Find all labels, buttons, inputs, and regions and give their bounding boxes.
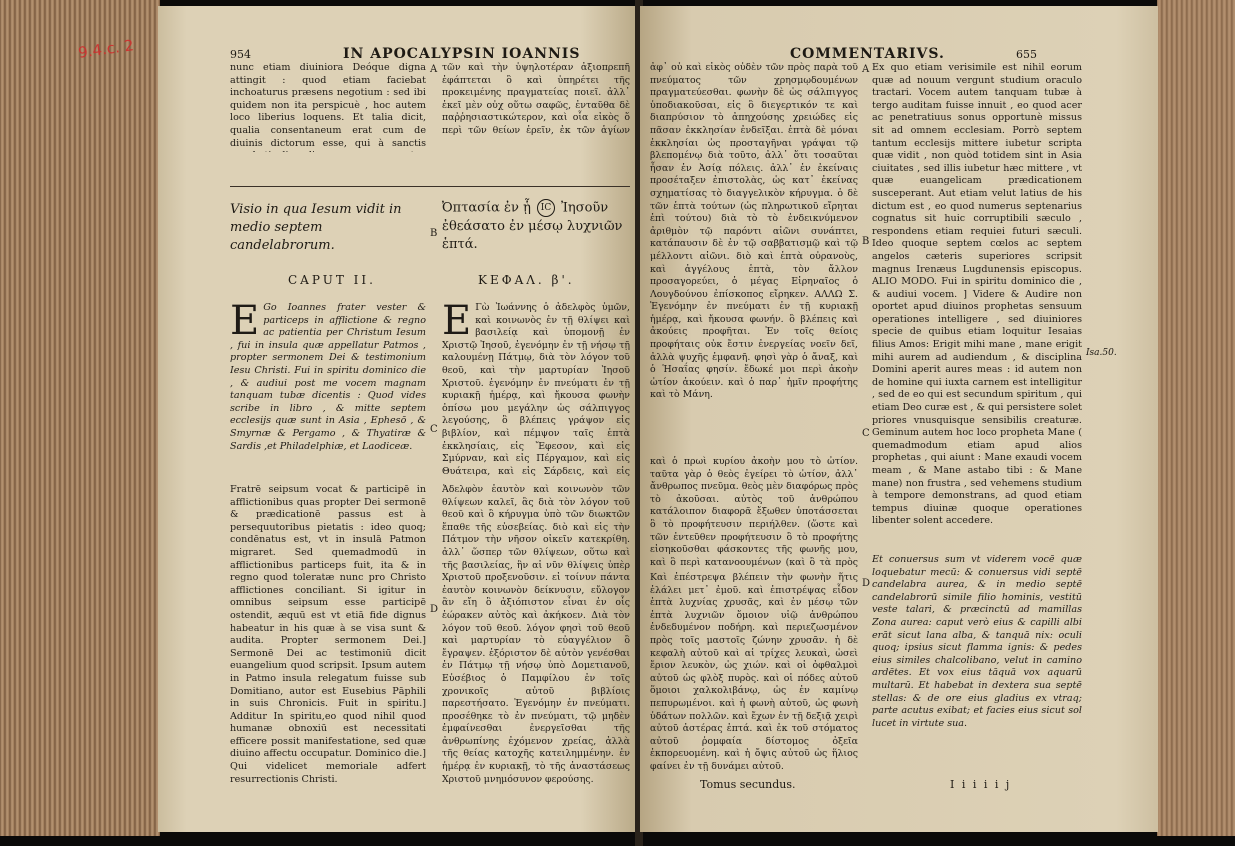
christogram-icon: IC <box>537 199 555 217</box>
marker-d: D <box>430 604 439 615</box>
section-greek-post: Ἰησοῦν ἐθεάσατο ἐν μέσῳ λυχνιῶν ἑπτά. <box>442 200 623 252</box>
body-latin-commentary: Fratrē seipsum vocat & participē in afflictionibus quas propter Dei sermonē & prædicationē passus est à persequutoribus pietatis : ideo quoq; condēnatus est, vt in insulā Patmon migraret. Sed quemadmodū in afflictionibus particeps fuit, ita & in regno quod toleratæ nunc pro Christo afflictiones conciliant. Si igitur in omnibus seipsum esse participē ostendit, æquū est vt etiā fide dignus habeatur in his quæ à se visa sunt & audita. Propter sermonem Dei.] Sermonē Dei ac testimoniū dicit euangelium quod scripsit. Ipsum autem in Patmo insula relegatum fuisse sub Domitiano, autor est Eusebius Pāphili in suis Chronicis. Fuit in spiritu.] Additur In spiritu,eo quod nihil quod humanæ obnoxiū est necessitati efficere possit manifestatione, sed quæ diuino affectu occupatur. Dominico die.] Qui videlicet memoriale adfert resurrectionis Christi. <box>230 484 426 785</box>
dropcap-greek: Ε <box>442 302 472 344</box>
dropcap-latin: E <box>230 302 260 344</box>
marker-a-right: A <box>862 64 870 75</box>
margin-annotation: 9.4.c. 2 <box>77 36 135 62</box>
chapter-greek: ΚΕΦΑΛ. β'. <box>478 273 575 287</box>
body-greek-scripture-text: Γὼ Ἰωάννης ὁ ἀδελφὸς ὑμῶν, καὶ κοινωνὸς ἐν τῇ θλίψει καὶ βασιλείᾳ καὶ ὑπομονῇ ἐν Χριστῷ Ἰησοῦ, ἐγενόμην ἐν τῇ νήσῳ τῇ καλουμένῃ Πάτμῳ, διὰ τὸν λόγον τοῦ θεοῦ, καὶ τὴν μαρτυρίαν Ἰησοῦ Χριστοῦ. ἐγενόμην ἐν πνεύματι ἐν τῇ κυριακῇ ἡμέρᾳ, καὶ ἤκουσα φωνὴν ὀπίσω μου μεγάλην ὡς σάλπιγγος λεγούσης, ὃ βλέπεις γράψον εἰς βιβλίον, καὶ πέμψον ταῖς ἑπτὰ ἐκκλησίαις, εἰς Ἔφεσον, καὶ εἰς Σμύρναν, καὶ εἰς Πέργαμον, καὶ εἰς Θυάτειρα, καὶ εἰς Σάρδεις, καὶ εἰς <box>442 302 630 477</box>
right-greek-commentary-cont: καὶ ὁ πρωὶ κυρίου ἀκοὴν μου τὸ ὠτίον. ταῦτα γὰρ ὁ θεὸς ἐγείρει τὸ ὠτίον, ἀλλ᾿ ἄνθρωπος πνεῦμα. θεὸς μὲν διαφόρως πρὸς τὸ ἀκοῦσαι. αὐτὸς τοῦ ἀνθρώπου κατάλοιπον διαφορᾶ ἔξωθεν ὑποτάσσεται ὃ τὸ προφήτευσιν περιήλθεν. (ὥστε καὶ τῶν ἐντεῦθεν προφήτευσιν ὃ τὸ προφήτης εἰσηκοῦσθαι φάσκοντες τῆς φωνῆς μου, καὶ ὃ περὶ κατανοουμένων (καὶ ὃ τὰ πρὸς <box>650 456 858 568</box>
page-number-right: 655 <box>1016 48 1037 61</box>
marker-b-right: B <box>862 236 870 247</box>
right-latin-commentary: Ex quo etiam verisimile est nihil eorum quæ ad nouum vergunt studium oraculo tractari. Vocem autem tanquam tubæ à tergo auditam fuisse innuit , eo quod acer ac penetratiuus sonus opportunè missus sit ad omnem ecclesiam. Porrò septem tantum ecclesijs mittere iubetur scripta quæ vidit , non quòd totidem sint in Asia ciuitates , sed illis iubetur hæc mittere , vt quæ euangelicam prædicationem susceperant. Aut etiam velut latius de his dictum est , eo quod numerus septenarius cognatus sit huic corruptibili sæculo , respondens etiam requiei futuri sæculi. Ideo quoque septem cœlos ac septem angelos cæteris superiores scripsit magnus Irenæus Lugdunensis episcopus. ALIO MODO. Fui in spiritu dominico die , & audiui vocem. ] Videre & Audire non oportet apud diuinos prophetas sensuum operationes intelligere , sed diuiniores specie de quibus etiam loquitur Iesaias filius Amos: Erigit mihi mane , mane erigit mihi aurem ad audiendum , & disciplina Domini aperit aures meas : id autem non de homine qui iuxta carnem est intelligitur , sed de eo qui est secundum spiritum , qui etiam Deo curæ est , & qui persistere solet priores vnusquisque sensibilis creaturæ. Geminum autem hoc loco propheta Mane ( quemadmodum etiam apud alios prophetas , qui aiunt : Mane exaudi vocem meam , & Mane astabo tibi : & Mane mane) non frustra , sed vehemens studium à tempore demonstrans, ad quod etiam tempus diuinæ quoque operationes libenter solent accedere. <box>872 62 1082 527</box>
top-latin-text: nunc etiam diuiniora Deóque digna attingit : quod etiam faciebat inchoaturus præsens negotium : sed ibi quidem non ita perspicuè , hoc autem loco liberius loquens. Et talia dicit, qualia consentaneum erat cum de diuinis dictorum esse, qui à sanctis <box>230 62 426 149</box>
right-page <box>640 6 1158 832</box>
running-head-left: IN APOCALYPSIN IOANNIS <box>343 46 581 62</box>
marker-b: B <box>430 228 438 239</box>
section-rule <box>230 186 630 187</box>
chapter-latin: CAPUT II. <box>288 273 376 287</box>
marker-c: C <box>430 424 438 435</box>
footer-signature: I i i i i j <box>950 778 1012 791</box>
page-number-left: 954 <box>230 48 251 61</box>
running-head-right: COMMENTARIVS. <box>790 46 945 62</box>
footer-volume: Tomus secundus. <box>700 778 796 791</box>
section-greek-pre: Ὀπτασία ἐν ᾗ <box>442 200 531 216</box>
section-title-greek <box>442 199 632 254</box>
right-greek-commentary: ἀφ᾿ οὗ καὶ εἰκὸς οὐδὲν τῶν πρὸς παρὰ τοῦ πνεύματος τῶν χρησμῳδουμένων πραγματεύεσθαι. φωνὴν δὲ ὡς σάλπιγγος ὑποδιακοῦσαι, εἰς ὃ διεγερτικόν τε καὶ διαπρύσιον τὸ ἀπηχούσης χρειώδες εἰς πᾶσαν ἐκκλησίαν ἐνδεῖξαι. ἑπτὰ δὲ μόναι ἐκκλησίαι ὡς προσταγῆναι γράψαι τῷ βλεπομένῳ διὰ τοῦτο, ἀλλ᾿ ὅτι τοσαῦται ἦσαν ἐν Ἀσίᾳ πόλεις. ἀλλ᾿ ἐν ἐκείναις προσέταξεν ἐπιστολὰς, ὡς κατ᾿ ἐκείνας σχηματίσας τὸ διαγγελικὸν κήρυγμα. ὁ δὲ τῶν ἑπτὰ τούτων (ὡς πληρωτικοῦ εἴρηται ἐπὶ τούτου) διὰ τὸ τὸ ἐνδεικνύμενον ἀριθμὸν τῷ παρόντι αἰῶνι συνάπτει, κατάπαυσιν δὲ ἐν τῷ σαββατισμῷ καὶ τῷ μέλλοντι αἰῶνι. διὸ καὶ ἑπτὰ οὐρανοὺς, καὶ ἀγγέλους ἑπτὰ, τὸν ἄλλον προσαγορεύει, ὁ μέγας Εἰρηναῖος ὁ Λουγδούνου ἐπίσκοπος εἴρηκεν. ΑΛΛΩ Σ. Ἐγενόμην ἐν πνεύματι ἐν τῇ κυριακῇ ἡμέρᾳ, καὶ ἤκουσα φωνήν. ὃ βλέπεις καὶ ἀκούεις προφῆται. Ἐν τοῖς θείοις προφήταις οὐκ ἔστιν ἐνεργείας νοεῖν δεῖ, ἀλλὰ ψυχῆς ἐμφανῆ. φησὶ γὰρ ὁ ἄναξ, καὶ ὁ Ἡσαΐας φησίν. ἔδωκέ μοι περὶ ἀκοὴν ὠτίον ἀκούειν. καὶ ὁ παρ᾿ ἡμῖν προφήτης καὶ τὸ Μάνη. <box>650 62 858 401</box>
marker-a: A <box>430 64 438 75</box>
body-latin-scripture-text: Go Ioannes frater vester & particeps in afflictione & regno ac patientia per Christum Iesum , fui in insula quæ appellatur Patmos , propter sermonem Dei & testimonium Iesu Christi. Fui in spiritu dominico die , & audiui post me vocem magnam tanquam tubæ dicentis : Quod vides scribe in libro , & mitte septem ecclesijs quæ sunt in Asia , Ephesō , & Smyrnæ & Pergamo , & Thyatiræ & Sardis ,et Philadelphiæ, et Laodiceæ. <box>230 302 426 452</box>
body-greek-commentary: Ἀδελφὸν ἑαυτὸν καὶ κοινωνὸν τῶν θλίψεων καλεῖ, ἃς διὰ τὸν λόγον τοῦ θεοῦ καὶ ὃ κήρυγμα ὑπὸ τῶν διωκτῶν ἔπαθε τῆς εὐσεβείας. διὸ καὶ εἰς τὴν Πάτμον τὴν νῆσον οἰκεῖν κατεκρίθη. ἀλλ᾿ ὥσπερ τῶν θλίψεων, οὕτω καὶ τῆς βασιλείας, ἣν αἱ νῦν θλίψεις ὑπὲρ Χριστοῦ προξενοῦσιν. εἰ τοίνυν πάντα ἑαυτὸν κοινωνὸν δείκνυσιν, εὔλογον ἂν εἴη ὃ ἀξιόπιστον εἶναι ἐν οἷς ἑώρακεν αὐτὸς καὶ ἀκήκοεν. Διὰ τὸν λόγον τοῦ θεοῦ. λόγον φησὶ τοῦ θεοῦ καὶ μαρτυρίαν τὸ εὐαγγέλιον ὃ ἔγραψεν. ἐξόριστον δὲ αὐτὸν γενέσθαι ἐν Πάτμῳ τῇ νήσῳ ὑπὸ Δομετιανοῦ, Εὐσέβιος ὁ Παμφίλου ἐν τοῖς χρονικοῖς αὐτοῦ βιβλίοις παρεστήσατο. Ἐγενόμην ἐν πνεύματι. προσέθηκε τὸ ἐν πνεύματι, τῷ μηδὲν ἐμφαίνεσθαι ἐνεργεῖσθαι τῆς ἀνθρωπίνης ἐχόμενον χρείας, ἀλλὰ τῆς θείας κατοχῆς κατειλημμένην. ἐν ἡμέρᾳ ἐν κυριακῇ, τὸ τῆς ἀναστάσεως Χριστοῦ μνημόσυνον φερούσης. <box>442 484 630 785</box>
right-greek-scripture: Καὶ ἐπέστρεψα βλέπειν τὴν φωνὴν ἥτις ἐλάλει μετ᾿ ἐμοῦ. καὶ ἐπιστρέψας εἶδον ἑπτὰ λυχνίας χρυσᾶς, καὶ ἐν μέσῳ τῶν ἑπτὰ λυχνιῶν ὅμοιον υἱῷ ἀνθρώπου ἐνδεδυμένον ποδήρη. καὶ περιεζωσμένον πρὸς τοῖς μαστοῖς ζώνην χρυσᾶν. ἡ δὲ κεφαλὴ αὐτοῦ καὶ αἱ τρίχες λευκαὶ, ὡσεὶ ἔριον λευκὸν, ὡς χιών. καὶ οἱ ὀφθαλμοὶ αὐτοῦ ὡς φλὸξ πυρὸς. καὶ οἱ πόδες αὐτοῦ ὅμοιοι χαλκολιβάνῳ, ὡς ἐν καμίνῳ πεπυρωμένοι. καὶ ἡ φωνὴ αὐτοῦ, ὡς φωνὴ ὑδάτων πολλῶν. καὶ ἔχων ἐν τῇ δεξιᾷ χειρὶ αὐτοῦ ἀστέρας ἑπτά. καὶ ἐκ τοῦ στόματος αὐτοῦ ῥομφαία δίστομος ὀξεῖα ἐκπορευομένη. καὶ ἡ ὄψις αὐτοῦ ὡς ἥλιος φαίνει ἐν τῇ δυνάμει αὐτοῦ. <box>650 572 858 772</box>
top-greek-text: τῶν καὶ τὴν ὑψηλοτέραν ἀξιοπρεπῆ ἐφάπτεται ὃ καὶ ὑπηρέτει τῆς προκειμένης πραγματείας ποιεῖ. ἀλλ᾿ ἐκεῖ μὲν οὐχ οὕτω σαφῶς, ἐνταῦθα δὲ παῤῥησιαστικώτερον, καὶ οἷα εἰκὸς ὅ περὶ τῶν θείων ἐρεῖν, ἐκ τῶν ἁγίων <box>442 62 630 136</box>
marginal-reference: Isa.50. <box>1086 348 1117 358</box>
marker-d-right: D <box>862 578 871 589</box>
section-title-latin: Visio in qua Iesum vidit in medio septem candelabrorum. <box>230 202 402 253</box>
left-page <box>158 6 638 832</box>
left-fore-edge <box>0 0 160 836</box>
marker-c-right: C <box>862 428 870 439</box>
body-greek-scripture <box>442 302 630 478</box>
right-latin-scripture: Et conuersus sum vt viderem vocē quæ loquebatur mecū: & conuersus vidi septē candelabra aurea, & in medio septē candelabrorū simile filio hominis, vestitū veste talari, & præcinctū ad mamillas Zona aurea: caput verò eius & capilli albi erāt sicut lana alba, & tanquā nix: oculi quoq; ipsius sicut flamma ignis: & pedes eius similes chalcolibano, velut in camino ardētes. Et vox eius tāquā vox aquarū multarū. Et habebat in dextera sua septē stellas: & de ore eius gladius ex vtraq; parte acutus exibat; et facies eius sicut sol lucet in virtute sua. <box>872 554 1082 729</box>
body-latin-scripture <box>230 302 426 478</box>
right-fore-edge <box>1157 0 1235 836</box>
